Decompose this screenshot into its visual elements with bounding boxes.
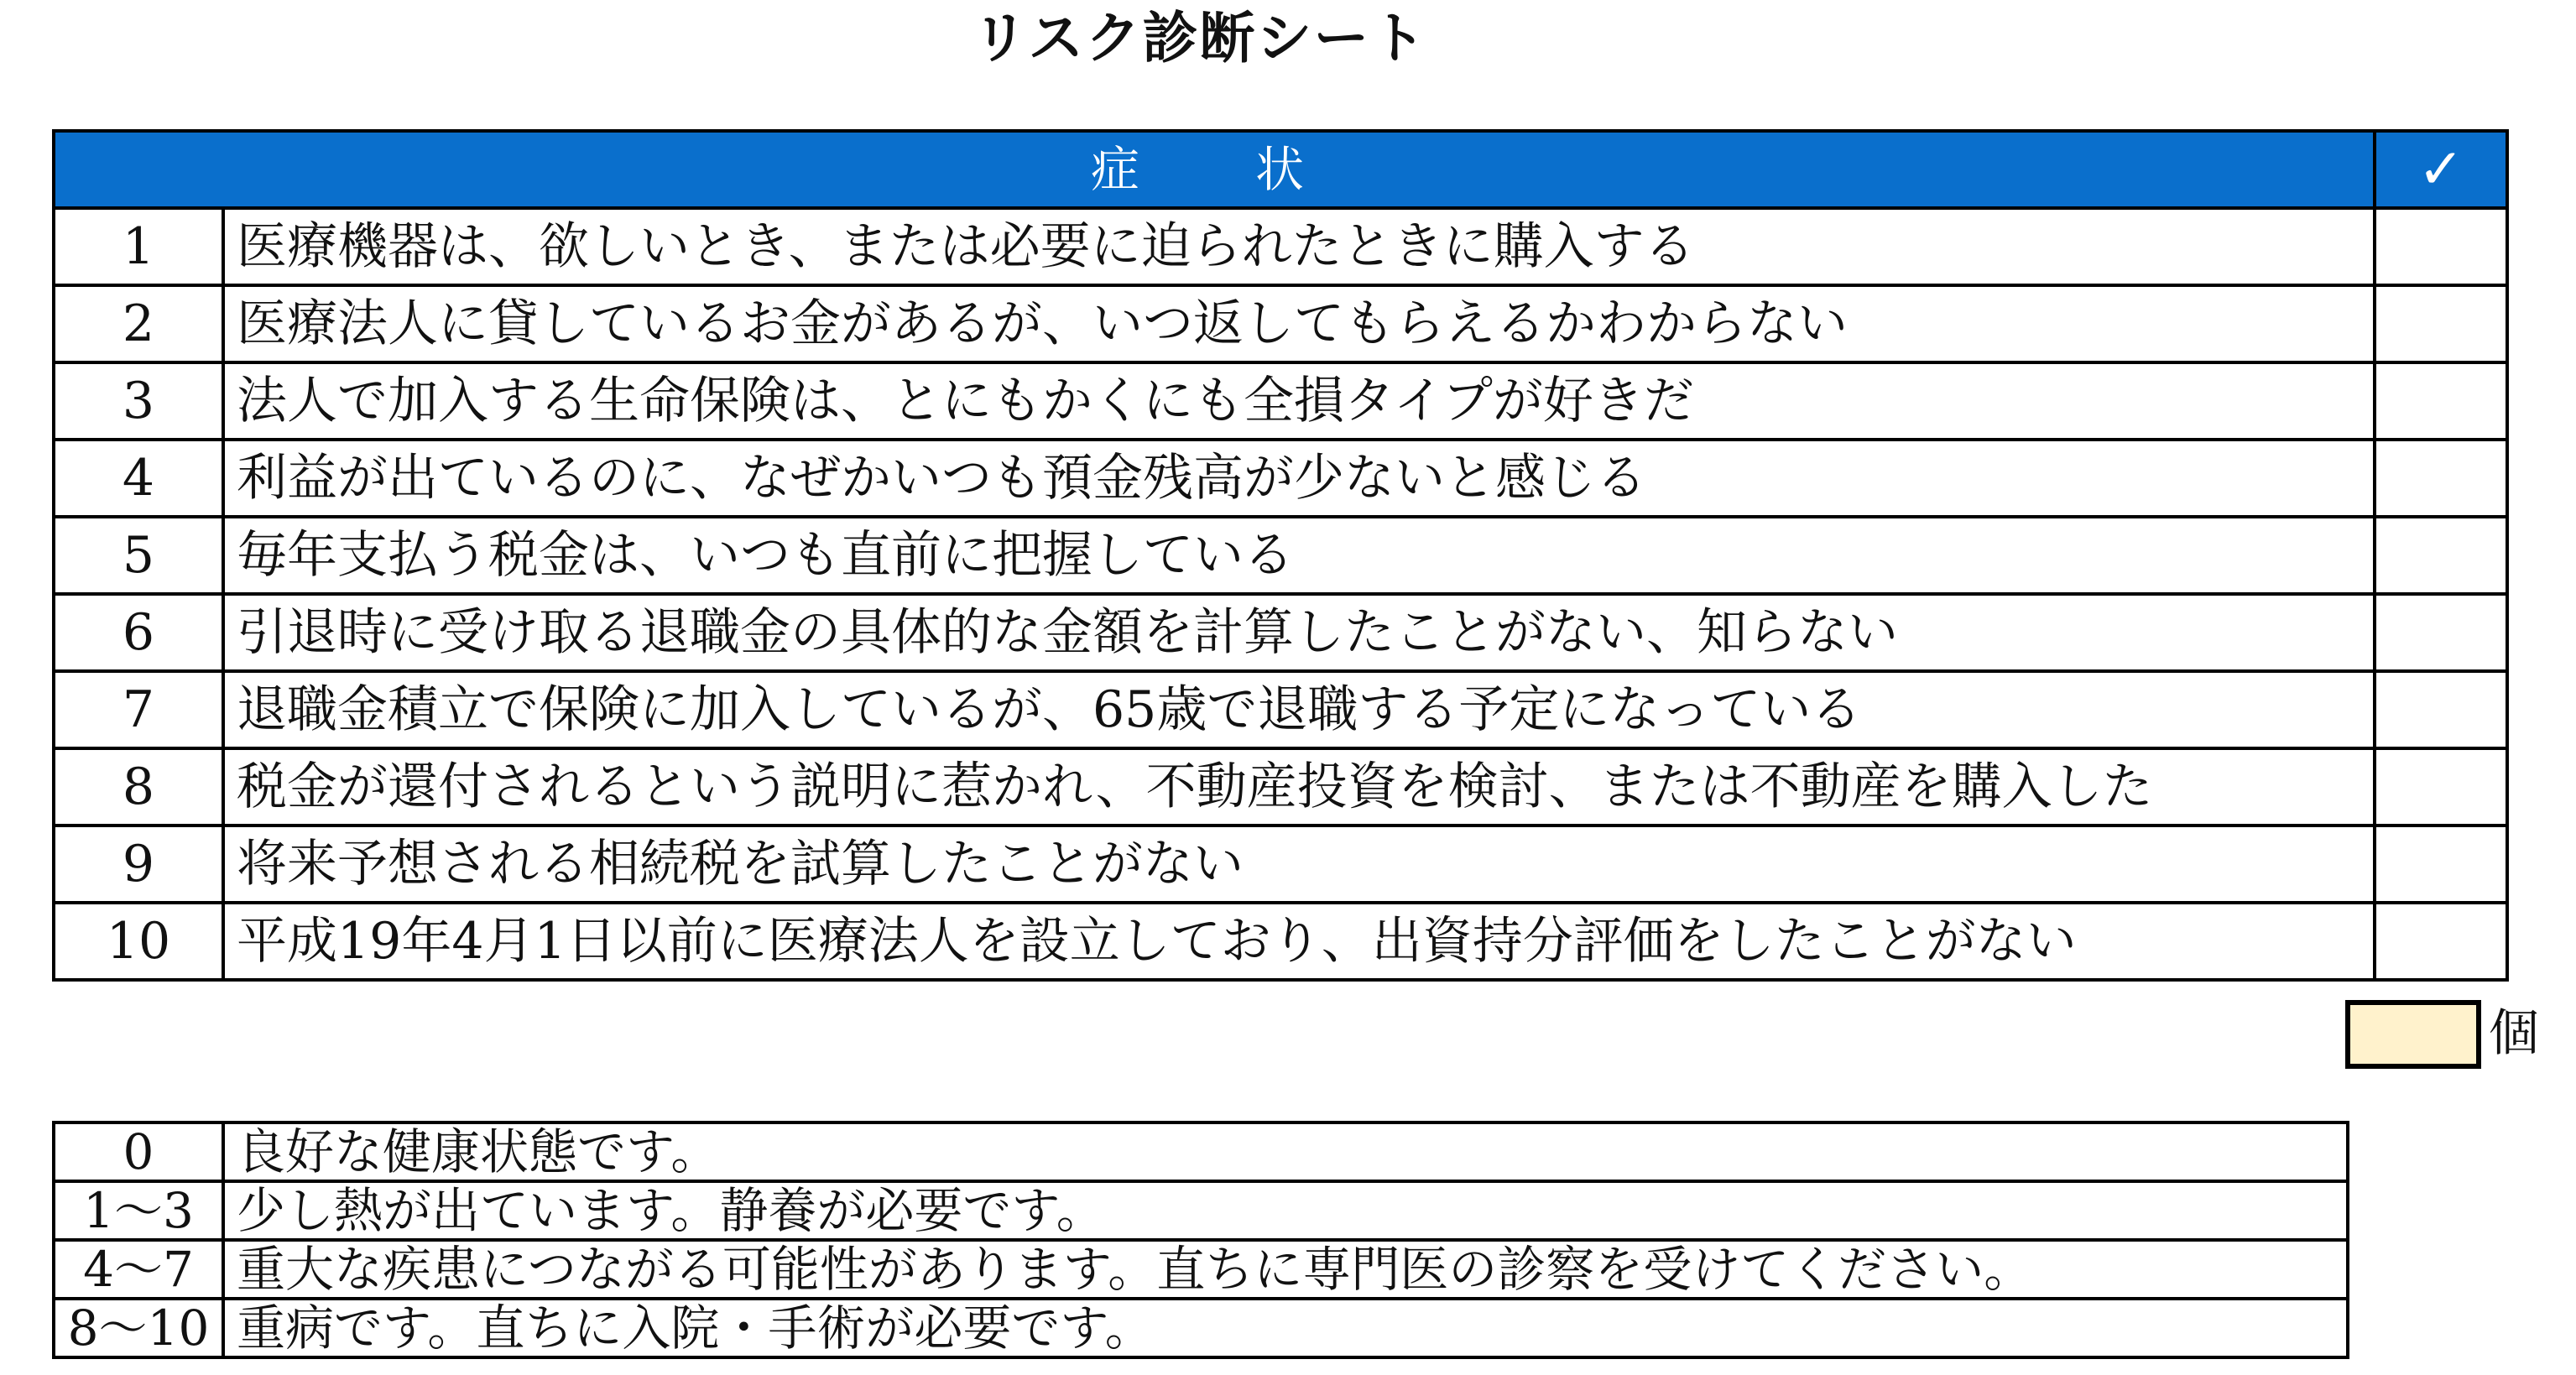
result-message: 少し熱が出ています。静養が必要です。 (223, 1181, 2348, 1240)
row-number: 8 (54, 748, 223, 826)
row-number: 9 (54, 826, 223, 903)
table-row (54, 671, 2507, 748)
count-unit-label: 個 (2489, 1004, 2539, 1063)
check-cell[interactable] (2375, 903, 2507, 980)
symptom-text: 引退時に受け取る退職金の具体的な金額を計算したことがない、知らない (223, 594, 2375, 671)
row-number: 2 (54, 285, 223, 362)
check-cell[interactable] (2375, 440, 2507, 517)
row-number: 3 (54, 362, 223, 440)
symptom-text: 医療法人に貸しているお金があるが、いつ返してもらえるかわからない (223, 285, 2375, 362)
symptom-text: 利益が出ているのに、なぜかいつも預金残高が少ないと感じる (223, 440, 2375, 517)
check-cell[interactable] (2375, 208, 2507, 285)
table-row (54, 517, 2507, 594)
symptom-text: 将来予想される相続税を試算したことがない (223, 826, 2375, 903)
symptom-text: 平成19年4月1日以前に医療法人を設立しており、出資持分評価をしたことがない (223, 903, 2375, 980)
table-row (54, 362, 2507, 440)
result-range: 4～7 (54, 1240, 223, 1299)
check-cell[interactable] (2375, 748, 2507, 826)
row-number: 1 (54, 208, 223, 285)
symptom-header: 症 状 (54, 131, 2375, 208)
symptom-table-header-row (54, 131, 2507, 208)
symptom-table (52, 129, 2509, 982)
check-cell[interactable] (2375, 826, 2507, 903)
result-row (54, 1299, 2348, 1357)
table-row (54, 208, 2507, 285)
result-message: 重大な疾患につながる可能性があります。直ちに専門医の診察を受けてください。 (223, 1240, 2348, 1299)
table-row (54, 826, 2507, 903)
page-title: リスク診断シート (972, 5, 1428, 70)
check-cell[interactable] (2375, 594, 2507, 671)
check-cell[interactable] (2375, 285, 2507, 362)
result-row (54, 1240, 2348, 1299)
result-table (52, 1121, 2349, 1359)
result-message: 良好な健康状態です。 (223, 1122, 2348, 1181)
check-cell[interactable] (2375, 517, 2507, 594)
count-input[interactable] (2345, 1000, 2481, 1069)
result-row (54, 1122, 2348, 1181)
row-number: 5 (54, 517, 223, 594)
symptom-text: 法人で加入する生命保険は、とにもかくにも全損タイプが好きだ (223, 362, 2375, 440)
table-row (54, 748, 2507, 826)
result-range: 1～3 (54, 1181, 223, 1240)
check-header-icon: ✓ (2375, 131, 2507, 208)
symptom-text: 毎年支払う税金は、いつも直前に把握している (223, 517, 2375, 594)
result-range: 8～10 (54, 1299, 223, 1357)
table-row (54, 903, 2507, 980)
symptom-text: 退職金積立で保険に加入しているが、65歳で退職する予定になっている (223, 671, 2375, 748)
symptom-text: 医療機器は、欲しいとき、または必要に迫られたときに購入する (223, 208, 2375, 285)
row-number: 6 (54, 594, 223, 671)
result-message: 重病です。直ちに入院・手術が必要です。 (223, 1299, 2348, 1357)
check-cell[interactable] (2375, 362, 2507, 440)
symptom-text: 税金が還付されるという説明に惹かれ、不動産投資を検討、または不動産を購入した (223, 748, 2375, 826)
check-cell[interactable] (2375, 671, 2507, 748)
result-row (54, 1181, 2348, 1240)
row-number: 4 (54, 440, 223, 517)
table-row (54, 285, 2507, 362)
row-number: 10 (54, 903, 223, 980)
table-row (54, 594, 2507, 671)
row-number: 7 (54, 671, 223, 748)
result-range: 0 (54, 1122, 223, 1181)
table-row (54, 440, 2507, 517)
